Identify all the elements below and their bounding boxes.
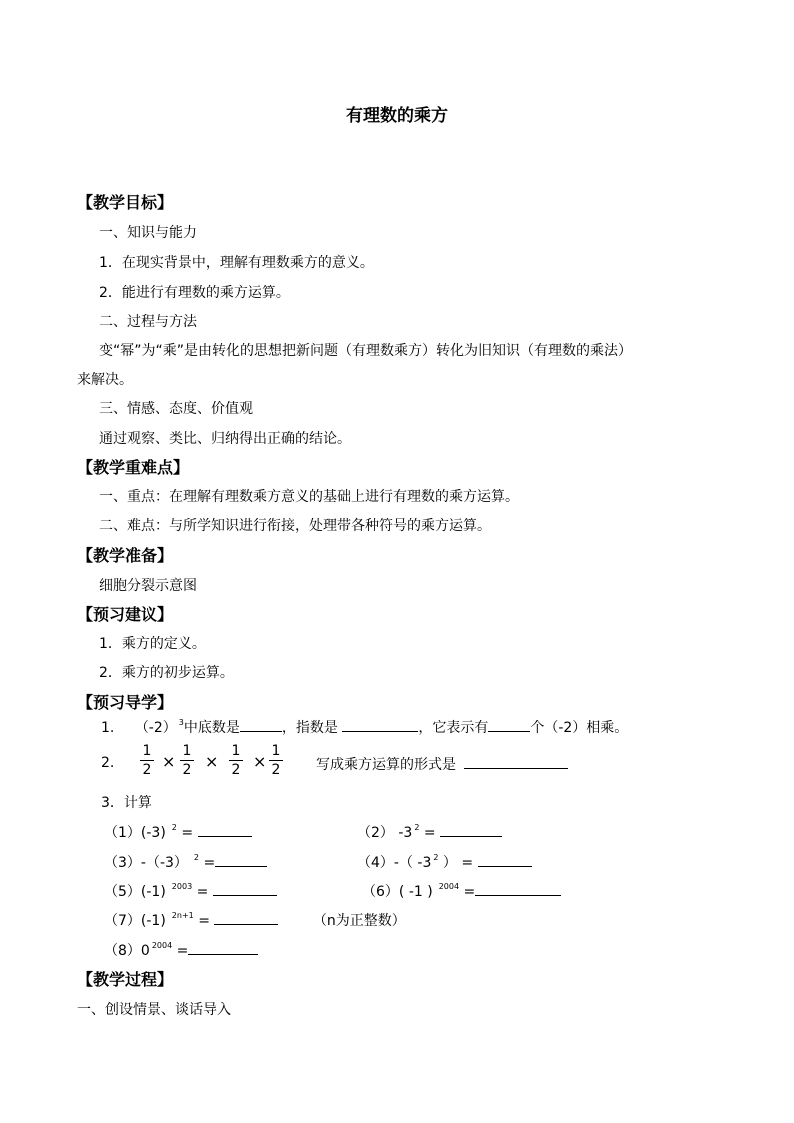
fraction-numerator: 1 xyxy=(229,743,243,761)
question-1 xyxy=(101,717,628,737)
question-2-text: 写成乘方运算的形式是 xyxy=(316,757,456,773)
calc-exponent: 2 xyxy=(414,823,420,832)
fraction-numerator: 1 xyxy=(180,743,194,761)
question-1-text-a: 中底数是 xyxy=(183,720,240,736)
goals-paragraph-2: 通过观察、类比、归纳得出正确的结论。 xyxy=(99,431,351,447)
process-step-1: 一、创设情景、谈话导入 xyxy=(77,1002,231,1018)
advice-item-1: 1．乘方的定义。 xyxy=(99,636,206,652)
goals-subheading-3: 三、情感、态度、价值观 xyxy=(99,401,253,417)
multiply-sign: × xyxy=(205,752,219,771)
answer-blank[interactable] xyxy=(478,852,532,867)
calc-equals: = xyxy=(172,943,189,959)
goals-item-2: 2．能进行有理数的乘方运算。 xyxy=(99,285,290,301)
page-title: 有理数的乘方 xyxy=(346,106,448,126)
multiply-sign: × xyxy=(253,752,267,771)
fraction-denominator: 2 xyxy=(231,762,241,778)
calc-expression: （4）-（ -3 xyxy=(357,855,432,871)
calc-item-8 xyxy=(104,940,258,960)
fraction-denominator: 2 xyxy=(271,762,281,778)
calc-exponent: 2 xyxy=(433,853,439,862)
calc-equals: = xyxy=(199,855,216,871)
calc-expression: （8）0 xyxy=(104,943,150,959)
fraction xyxy=(269,743,283,780)
calc-expression: （6）( -1 ) xyxy=(362,884,433,900)
calc-item-1 xyxy=(104,822,252,842)
calc-exponent: 2003 xyxy=(171,882,193,891)
goals-item-1: 1．在现实背景中，理解有理数乘方的意义。 xyxy=(99,255,374,271)
calc-expression: （5）(-1) xyxy=(104,884,166,900)
advice-item-2: 2．乘方的初步运算。 xyxy=(99,665,234,681)
answer-blank[interactable] xyxy=(475,881,561,896)
section-heading-key: 【教学重难点】 xyxy=(77,458,190,477)
calc-expression: （3）-（-3） xyxy=(104,855,188,871)
answer-blank[interactable] xyxy=(240,717,282,732)
section-heading-prep: 【教学准备】 xyxy=(77,546,174,565)
calc-item-7 xyxy=(104,910,406,930)
calc-expression: （7）(-1) xyxy=(104,913,166,929)
calc-exponent: 2004 xyxy=(438,882,460,891)
calc-expression: （2） -3 xyxy=(357,825,413,841)
answer-blank[interactable] xyxy=(214,910,278,925)
fraction xyxy=(229,743,243,780)
goals-subheading-2: 二、过程与方法 xyxy=(99,314,197,330)
answer-blank[interactable] xyxy=(488,717,530,732)
calc-item-4 xyxy=(357,852,532,872)
key-point-2: 二、难点：与所学知识进行衔接，处理带各种符号的乘方运算。 xyxy=(99,518,491,534)
calc-equals: = xyxy=(459,884,476,900)
section-heading-advice: 【预习建议】 xyxy=(77,605,174,624)
calc-item-6 xyxy=(362,881,561,901)
fraction-denominator: 2 xyxy=(182,762,192,778)
answer-blank[interactable] xyxy=(213,881,277,896)
calc-equals: ） = xyxy=(438,855,478,871)
answer-blank[interactable] xyxy=(215,852,267,867)
fraction-denominator: 2 xyxy=(142,762,152,778)
section-heading-guide: 【预习导学】 xyxy=(77,693,174,712)
calc-exponent: 2 xyxy=(193,853,200,862)
answer-blank[interactable] xyxy=(440,822,502,837)
calc-equals: = xyxy=(192,884,213,900)
prep-text: 细胞分裂示意图 xyxy=(99,578,197,594)
question-3-heading: 3．计算 xyxy=(101,795,152,811)
question-2 xyxy=(316,754,568,774)
goals-paragraph-1-cont: 来解决。 xyxy=(77,372,133,388)
calc-item-5 xyxy=(104,881,277,901)
fraction-numerator: 1 xyxy=(269,743,283,761)
fraction xyxy=(180,743,194,780)
question-1-text-d: 个（-2）相乘。 xyxy=(530,720,629,736)
question-1-base: （-2） xyxy=(134,720,177,736)
fraction-numerator: 1 xyxy=(140,743,154,761)
calc-equals: = xyxy=(176,825,198,841)
section-heading-goals: 【教学目标】 xyxy=(77,193,174,212)
answer-blank[interactable] xyxy=(198,822,252,837)
calc-exponent: 2 xyxy=(171,823,177,832)
goals-subheading-1: 一、知识与能力 xyxy=(99,225,197,241)
answer-blank[interactable] xyxy=(464,754,568,769)
calc-item-2 xyxy=(357,822,502,842)
answer-blank[interactable] xyxy=(188,940,258,955)
multiply-sign: × xyxy=(162,752,176,771)
calc-equals: = xyxy=(419,825,441,841)
key-point-1: 一、重点：在理解有理数乘方意义的基础上进行有理数的乘方运算。 xyxy=(99,489,519,505)
question-number: 1. xyxy=(101,720,115,736)
calc-equals: = xyxy=(193,913,215,929)
fraction xyxy=(140,743,154,780)
calc-exponent: 2n+1 xyxy=(171,911,194,920)
question-1-exponent: 3 xyxy=(178,718,184,727)
calc-item-3 xyxy=(104,852,267,872)
question-number: 2. xyxy=(101,755,115,771)
calc-note: （n为正整数） xyxy=(312,913,406,929)
goals-paragraph-1: 变“幂”为“乘”是由转化的思想把新问题（有理数乘方）转化为旧知识（有理数的乘法） xyxy=(99,343,633,359)
section-heading-process: 【教学过程】 xyxy=(77,970,174,989)
calc-exponent: 2004 xyxy=(151,941,173,950)
calc-expression: （1）(-3) xyxy=(104,825,166,841)
answer-blank[interactable] xyxy=(342,717,418,732)
question-1-text-c: ，它表示有 xyxy=(418,720,489,736)
question-1-text-b: ，指数是 xyxy=(281,720,338,736)
